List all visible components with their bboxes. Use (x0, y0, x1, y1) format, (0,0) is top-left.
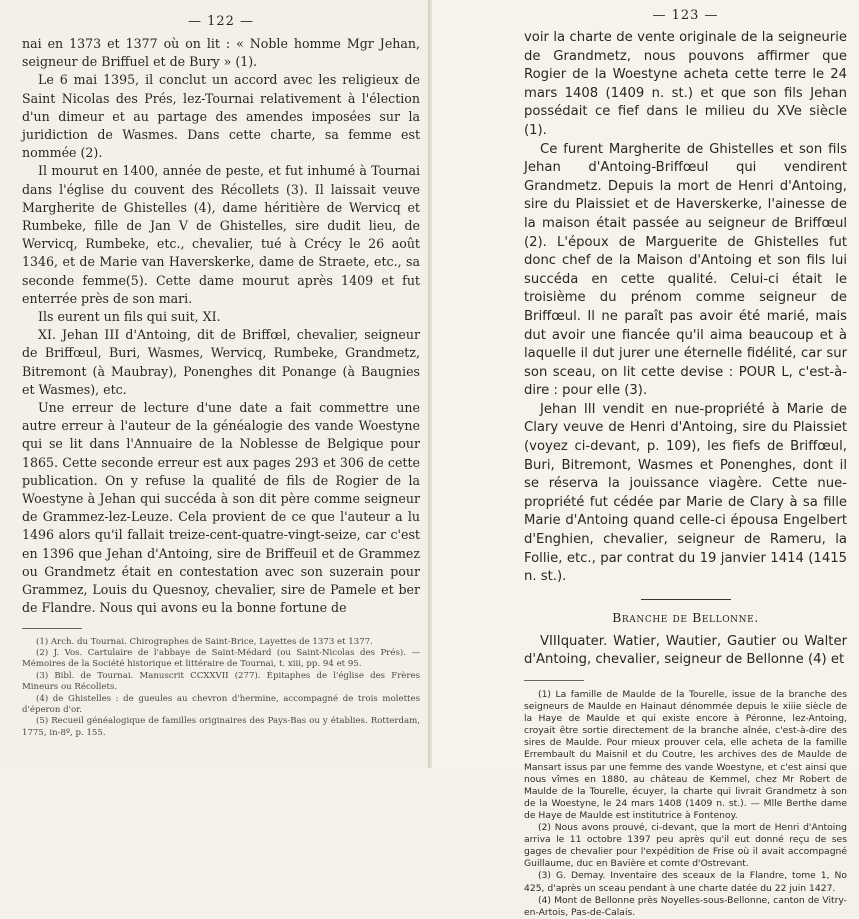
footnote: (3) G. Demay. Inventaire des sceaux de la Flandre, tome 1, No 425, d'après un sceau pendant à une charte datée du 22 juin 1427. (524, 870, 847, 894)
left-page (0, 0, 430, 768)
paragraph: Une erreur de lecture d'une date a fait commettre une autre erreur à l'auteur de la généalogie des vande Woestyne qui se lit dans l'Annuaire de la Noblesse de Belgique pour 1865. Cette seconde erreur est aux pages 293 et 306 de cette publication. On y refuse la qualité de fils de Rogier de la Woestyne à Jehan qui succéda à son dit père comme seigneur de Grammez-lez-Leuze. Cela provient de ce que l'auteur a lu 1496 alors qu'il fallait treize-cent-quatre-vingt-seize, car c'est en 1396 que Jehan d'Antoing, sire de Briffeuil et de Grammez ou Grandmetz était en contestation avec son suzerain pour Grammez, Louis du Quesnoy, chevalier, sire de Pamele et ber de Flandre. Nous qui avons eu la bonne fortune de (22, 400, 420, 616)
page-number: — 122 — (187, 14, 255, 29)
paragraph: Ce furent Margherite de Ghistelles et son fils Jehan d'Antoing-Briffœul qui vendirent Grandmetz. Depuis la mort de Henri d'Antoing, sire du Plaissiet et de Haverskerke, l'ainesse de la maison était passée au seigneur de Briffœul (2). L'époux de Marguerite de Ghistelles fut donc chef de la Maison d'Antoing et son fils lui succéda en cette qualité. Celui-ci était le troisième du prénom comme seigneur de Briffœul. Il ne paraît pas avoir été marié, mais dut avoir une fiancée qu'il aima beaucoup et à laquelle il dut jurer une éternelle fidélité, car sur son sceau, on lit cette devise : POUR L, c'est-à-dire : pour elle (3). (524, 141, 847, 399)
footnote: (2) Nous avons prouvé, ci-devant, que la mort de Henri d'Antoing arriva le 11 octobre 1397 peu après qu'il eut donné reçu de ses gages de chevalier pour l'expédition de Frise où il avait accompagné Guillaume, duc en Bavière et comte d'Ostrevant. (524, 822, 847, 870)
section-divider (641, 599, 731, 600)
paragraph: XI. Jehan III d'Antoing, dit de Briffœl, chevalier, seigneur de Briffœul, Buri, Wasmes, Wervicq, Rumbeke, Grandmetz, Bitremont (à Maubray), Ponenghes dit Ponange (à Baugnies et Wasmes), etc. (22, 327, 420, 397)
paragraph: VIIIquater. Watier, Wautier, Gautier ou Walter d'Antoing, chevalier, seigneur de Bellonne (4) et (524, 633, 847, 668)
paragraph: nai en 1373 et 1377 où on lit : « Noble homme Mgr Jehan, seigneur de Briffuel et de Bury » (1). (22, 36, 420, 70)
footnotes (22, 637, 420, 740)
body-text (22, 35, 420, 618)
section-body (524, 633, 847, 670)
footnote: (2) J. Vos. Cartulaire de l'abbaye de Saint-Médard (ou Saint-Nicolas des Prés). — Mémoires de la Société historique et littéraire de Tournai, t. xiii, pp. 94 et 95. (22, 647, 420, 670)
footnote: (1) Arch. du Tournai. Chirographes de Saint-Brice, Layettes de 1373 et 1377. (36, 636, 373, 647)
footnote: (4) de Ghistelles : de gueules au chevron d'hermine, accompagné de trois molettes d'éperon d'or. (22, 693, 420, 715)
footnote: (3) Bibl. de Tournai. Manuscrit CCXXVII (277). Épitaphes de l'église des Frères Mineurs ou Récollets. (22, 670, 420, 693)
paragraph: Ils eurent un fils qui suit, XI. (38, 309, 221, 325)
right-page (432, 0, 859, 918)
paragraph: Jehan III vendit en nue-propriété à Marie de Clary veuve de Henri d'Antoing, sire du Plaissiet (voyez ci-devant, p. 109), les fiefs de Briffœul, Buri, Bitremont, Wasmes et Ponenghes, dont il se réserva la jouissance viagère. Cette nue-propriété fut cédée par Marie de Clary à sa fille Marie d'Antoing quand celle-ci épousa Engelbert d'Enghien, chevalier, seigneur de Rameru, la Follie, etc., par contrat du 19 janvier 1414 (1415 n. st.). (524, 401, 847, 585)
footnote-divider (22, 628, 82, 629)
footnote: (5) Recueil généalogique de familles originaires des Pays-Bas ou y établies. Rotterdam, 1775, in-8º, p. 155. (22, 716, 420, 738)
section-heading: Branche de Bellonne. (612, 609, 759, 625)
body-text (524, 29, 847, 587)
footnote-divider (524, 680, 584, 681)
footnote: (4) Mont de Bellonne près Noyelles-sous-Bellonne, canton de Vitry-en-Artois, Pas-de-Calais. (524, 894, 847, 918)
footnotes (524, 689, 847, 919)
footnote: (1) La famille de Maulde de la Tourelle, issue de la branche des seigneurs de Maulde en Hainaut dénommée depuis le xiiie siècle de la Haye de Maulde et qui existe encore à Péronne, lez-Antoing, croyait être sortie directement de la branche aînée, c'est-à-dire des sires de Maulde. Pour mieux prouver cela, elle acheta de la famille Errembault du Maisnil et du Coutre, les archives des de Maulde de Mansart issus par une femme des vande Woestyne, et c'est ainsi que nous vîmes en 1880, au château de Kemmel, chez Mr Robert de Maulde de la Tourelle, écuyer, la charte qui livrait Grandmetz à son de la Woestyne, le 24 mars 1408 (1409 n. st.). — Mlle Berthe dame de Haye de Maulde est institutrice à Fontenoy. (524, 689, 847, 821)
page-number: — 123 — (652, 8, 719, 23)
paragraph: voir la charte de vente originale de la seigneurie de Grandmetz, nous pouvons affirmer que Rogier de la Woestyne acheta cette terre le 24 mars 1408 (1409 n. st.) et que son fils Jehan possédait ce fief dans le milieu du XVe siècle (1). (524, 30, 847, 138)
paragraph: Il mourut en 1400, année de peste, et fut inhumé à Tournai dans l'église du couvent des Récollets (3). Il laissait veuve Margherite de Ghistelles (4), dame héritière de Wervicq et Rumbeke, fille de Jan V de Ghistelles, sire dudit lieu, de Wervicq, Rumbeke, etc., chevalier, tué à Crécy le 26 août 1346, et de Marie van Haverskerke, dame de Straete, etc., sa seconde femme(5). Cette dame mourut après 1409 et fut enterrée près de son mari. (22, 163, 420, 306)
paragraph: Le 6 mai 1395, il conclut un accord avec les religieux de Saint Nicolas des Prés, lez-Tournai relativement à l'élection d'un dimeur et au partage des amendes imposées sur la juridiction de Wasmes. Dans cette charte, sa femme est nommée (2). (22, 72, 420, 161)
